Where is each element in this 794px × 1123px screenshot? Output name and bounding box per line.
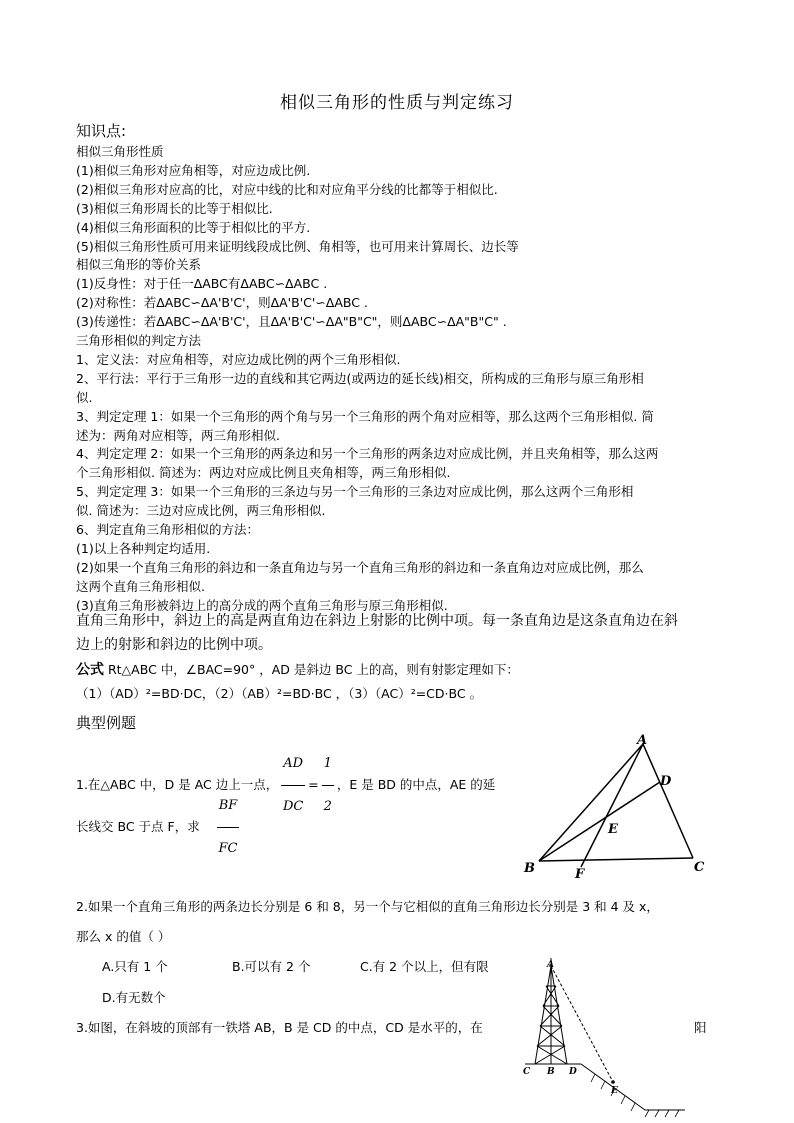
knowledge-line: (2)对称性：若ΔABC∽ΔA'B'C'，则ΔA'B'C'∽ΔABC . <box>76 295 368 311</box>
fraction-one-half: $\frac{1}{2}$ <box>322 744 334 827</box>
fraction-ad-dc: $\frac{AD}{DC}$ <box>281 744 305 827</box>
knowledge-heading: 知识点: <box>76 122 127 140</box>
knowledge-line: 2、平行法：平行于三角形一边的直线和其它两边(或两边的延长线)相交，所构成的三角形与原三角形相 <box>76 370 644 386</box>
point-e <box>611 1080 615 1084</box>
triangle-figure-1 <box>515 732 715 882</box>
question-1-line-2 <box>76 786 242 869</box>
segment-af <box>581 744 643 867</box>
label-b: B <box>524 861 535 876</box>
knowledge-line: (1)以上各种判定均适用. <box>76 540 211 556</box>
knowledge-line: 相似三角形的等价关系 <box>76 257 202 273</box>
knowledge-line: 这两个直角三角形相似. <box>76 578 205 594</box>
knowledge-line: (5)相似三角形性质可用来证明线段成比例、角相等，也可用来计算周长、边长等 <box>76 238 519 254</box>
label-c: C <box>694 860 705 875</box>
knowledge-line: 3、判定定理 1：如果一个三角形的两个角与另一个三角形的两个角对应相等，那么这两个三角形相似. 简 <box>76 408 654 424</box>
question-3-line-1: 3.如图，在斜坡的顶部有一铁塔 AB，B 是 CD 的中点，CD 是水平的，在 <box>76 1020 483 1035</box>
q1-text-2: ，E 是 BD 的中点，AE 的延 <box>336 777 496 792</box>
knowledge-line: 似. 简述为：三边对应成比例，两三角形相似. <box>76 503 326 519</box>
knowledge-line: 1、定义法：对应角相等，对应边成比例的两个三角形相似. <box>76 351 401 367</box>
knowledge-line: (1)相似三角形对应角相等，对应边成比例. <box>76 162 311 178</box>
knowledge-line: 5、判定定理 3：如果一个三角形的三条边与另一个三角形的三条边对应成比例，那么这两个三角形相 <box>76 484 634 500</box>
question-2-line-1: 2.如果一个直角三角形的两条边长分别是 6 和 8，另一个与它相似的直角三角形边长分别是 3 和 4 及 x， <box>76 899 659 914</box>
examples-heading: 典型例题 <box>76 714 137 732</box>
knowledge-line: (2)相似三角形对应高的比，对应中线的比和对应角平分线的比都等于相似比. <box>76 181 498 197</box>
label-e: E <box>608 822 618 837</box>
option-a: A.只有 1 个 <box>102 959 168 974</box>
fig2-label-a: A <box>547 960 554 970</box>
label-a: A <box>637 733 648 748</box>
knowledge-line: (1)反身性：对于任一ΔABC有ΔABC∽ΔABC . <box>76 276 328 292</box>
formula-items: （1）（AD）²=BD·DC，（2）（AB）²=BD·BC ，（3）（AC）²=CD·BC 。 <box>76 686 483 701</box>
knowledge-line: 4、判定定理 2：如果一个三角形的两条边和另一个三角形的两条边对应成比例，并且夹角相等，那么这两 <box>76 446 659 462</box>
question-3-tail: 阳 <box>694 1020 707 1035</box>
fig2-label-e: E <box>611 1086 618 1096</box>
page-title: 相似三角形的性质与判定练习 <box>280 93 514 113</box>
knowledge-line: 述为：两角对应相等，两三角形相似. <box>76 427 280 443</box>
question-2-line-2: 那么 x 的值（ ） <box>76 929 171 944</box>
fig2-label-b: B <box>547 1067 555 1077</box>
q1-text-1: 1.在△ABC 中，D 是 AC 边上一点， <box>76 777 279 792</box>
option-d: D.有无数个 <box>102 990 166 1005</box>
knowledge-line: 相似三角形性质 <box>76 144 164 159</box>
knowledge-line: 似. <box>76 389 93 405</box>
knowledge-line: (3)直角三角形被斜边上的高分成的两个直角三角形与原三角形相似. <box>76 597 448 613</box>
formula-line <box>76 661 519 679</box>
knowledge-line: 三角形相似的判定方法 <box>76 333 202 348</box>
label-d: D <box>660 774 672 789</box>
fig2-label-c: C <box>523 1067 531 1077</box>
knowledge-line: (3)相似三角形周长的比等于相似比. <box>76 200 273 216</box>
knowledge-line: (3)传递性：若ΔABC∽ΔA'B'C'，且ΔA'B'C'∽ΔA"B"C"，则ΔABC∽ΔA"B"C" . <box>76 314 507 330</box>
fig2-label-d: D <box>569 1067 577 1077</box>
formula-text: Rt△ABC 中，∠BAC=90° ，AD 是斜边 BC 上的高，则有射影定理如下： <box>104 662 519 677</box>
fraction-bf-fc: $\frac{BF}{FC}$ <box>217 786 240 869</box>
option-b: B.可以有 2 个 <box>232 959 311 974</box>
knowledge-line: (4)相似三角形面积的比等于相似比的平方. <box>76 219 311 235</box>
knowledge-line: (2)如果一个直角三角形的斜边和一条直角边与另一个直角三角形的斜边和一条直角边对应成比例，那么 <box>76 559 644 575</box>
tower-slope-figure <box>515 958 695 1118</box>
q1-equals: = <box>308 777 319 792</box>
knowledge-line: 个三角形相似. 简述为：两边对应成比例且夹角相等，两三角形相似. <box>76 465 451 481</box>
projection-text-2: 边上的射影和斜边的比例中项。 <box>76 637 272 653</box>
q1-text-3: 长线交 BC 于点 F，求 <box>76 819 200 834</box>
label-f: F <box>575 867 585 882</box>
projection-text-1: 直角三角形中，斜边上的高是两直角边在斜边上射影的比例中项。每一条直角边是这条直角边在斜 <box>76 613 678 629</box>
segment-bc <box>539 858 693 861</box>
knowledge-line: 6、判定直角三角形相似的方法： <box>76 522 259 537</box>
formula-label: 公式 <box>76 662 104 678</box>
option-c: C.有 2 个以上，但有限 <box>360 959 489 974</box>
segment-ac <box>643 744 693 858</box>
